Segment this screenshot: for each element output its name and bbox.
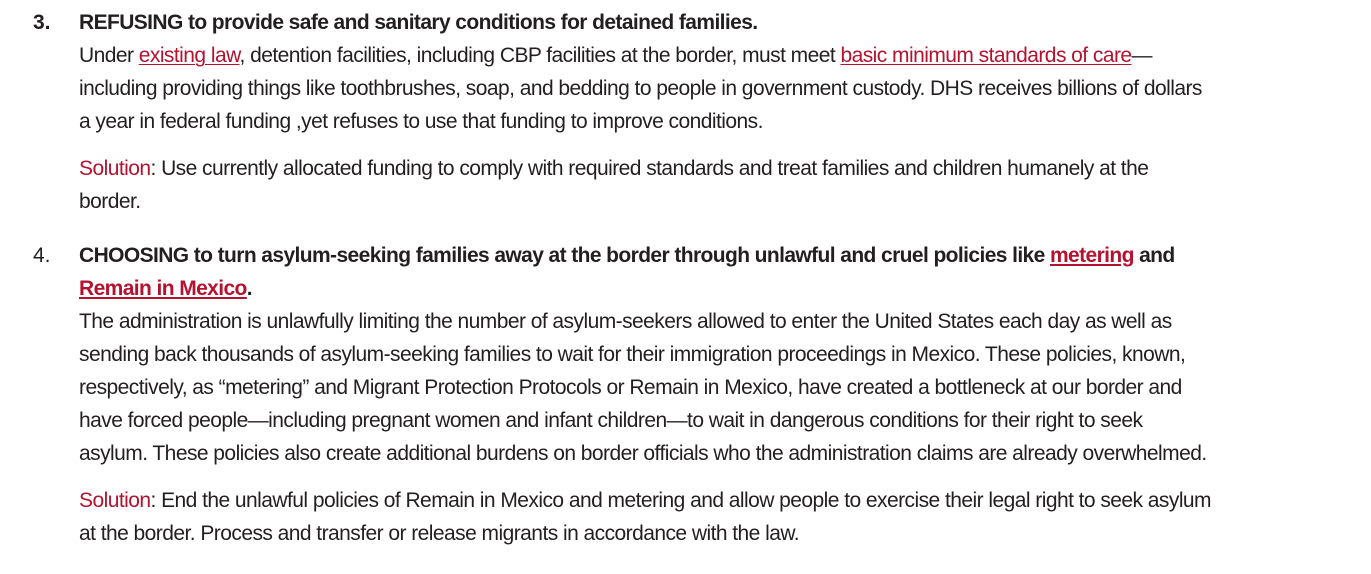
list-item-4 (0, 239, 1371, 550)
solution-label: Solution (79, 489, 151, 512)
item-number-3: 3. (33, 11, 51, 34)
item-4-body-line-1: The administration is unlawfully limiting the number of asylum-seekers allowed to enter the United States each day as well as (79, 310, 1172, 333)
remain-in-mexico-link[interactable]: Remain in Mexico (79, 277, 247, 300)
item-3-heading: REFUSING to provide safe and sanitary conditions for detained families. (79, 11, 758, 34)
item-3-body-line-3: a year in federal funding ,yet refuses to use that funding to improve conditions. (79, 110, 763, 133)
item-3-body-line-2: including providing things like toothbrushes, soap, and bedding to people in government custody. DHS receives billions of dollars (79, 77, 1202, 100)
item-4-body-line-5: asylum. These policies also create additional burdens on border officials who the administration claims are already overwhelmed. (79, 442, 1207, 465)
item-4-body-line-3: respectively, as “metering” and Migrant Protection Protocols or Remain in Mexico, have created a bottleneck at our border and (79, 376, 1182, 399)
item-4-heading (79, 239, 1341, 305)
metering-link[interactable]: metering (1049, 244, 1134, 267)
item-3-solution-line-2: border. (79, 190, 141, 213)
item-3-solution (79, 152, 1341, 218)
item-4-heading-line-2: Remain in Mexico. (79, 277, 253, 300)
item-4-solution-line-2: at the border. Process and transfer or release migrants in accordance with the law. (79, 522, 800, 545)
item-3-body-line-1: Under existing law, detention facilities, including CBP facilities at the border, must meet basic minimum standards of care— (79, 44, 1152, 67)
item-4-body-line-2: sending back thousands of asylum-seeking families to wait for their immigration proceedings in Mexico. These policies, known, (79, 343, 1186, 366)
basic-minimum-standards-link[interactable]: basic minimum standards of care (840, 44, 1132, 67)
list-item-3 (0, 6, 1371, 218)
item-4-heading-line-1: CHOOSING to turn asylum-seeking families away at the border through unlawful and cruel policies like metering and (79, 244, 1175, 267)
item-4-solution-line-1: Solution: End the unlawful policies of Remain in Mexico and metering and allow people to exercise their legal right to seek asylum (79, 489, 1212, 512)
item-4-solution (79, 484, 1341, 550)
solution-label: Solution (79, 157, 151, 180)
item-3-body (79, 39, 1341, 138)
item-4-body-line-4: have forced people—including pregnant women and infant children—to wait in dangerous conditions for their right to seek (79, 409, 1143, 432)
item-3-solution-line-1: Solution: Use currently allocated funding to comply with required standards and treat families and children humanely at the (79, 157, 1149, 180)
existing-law-link[interactable]: existing law (138, 44, 240, 67)
item-number-4: 4. (33, 244, 51, 267)
item-4-body (79, 305, 1341, 470)
